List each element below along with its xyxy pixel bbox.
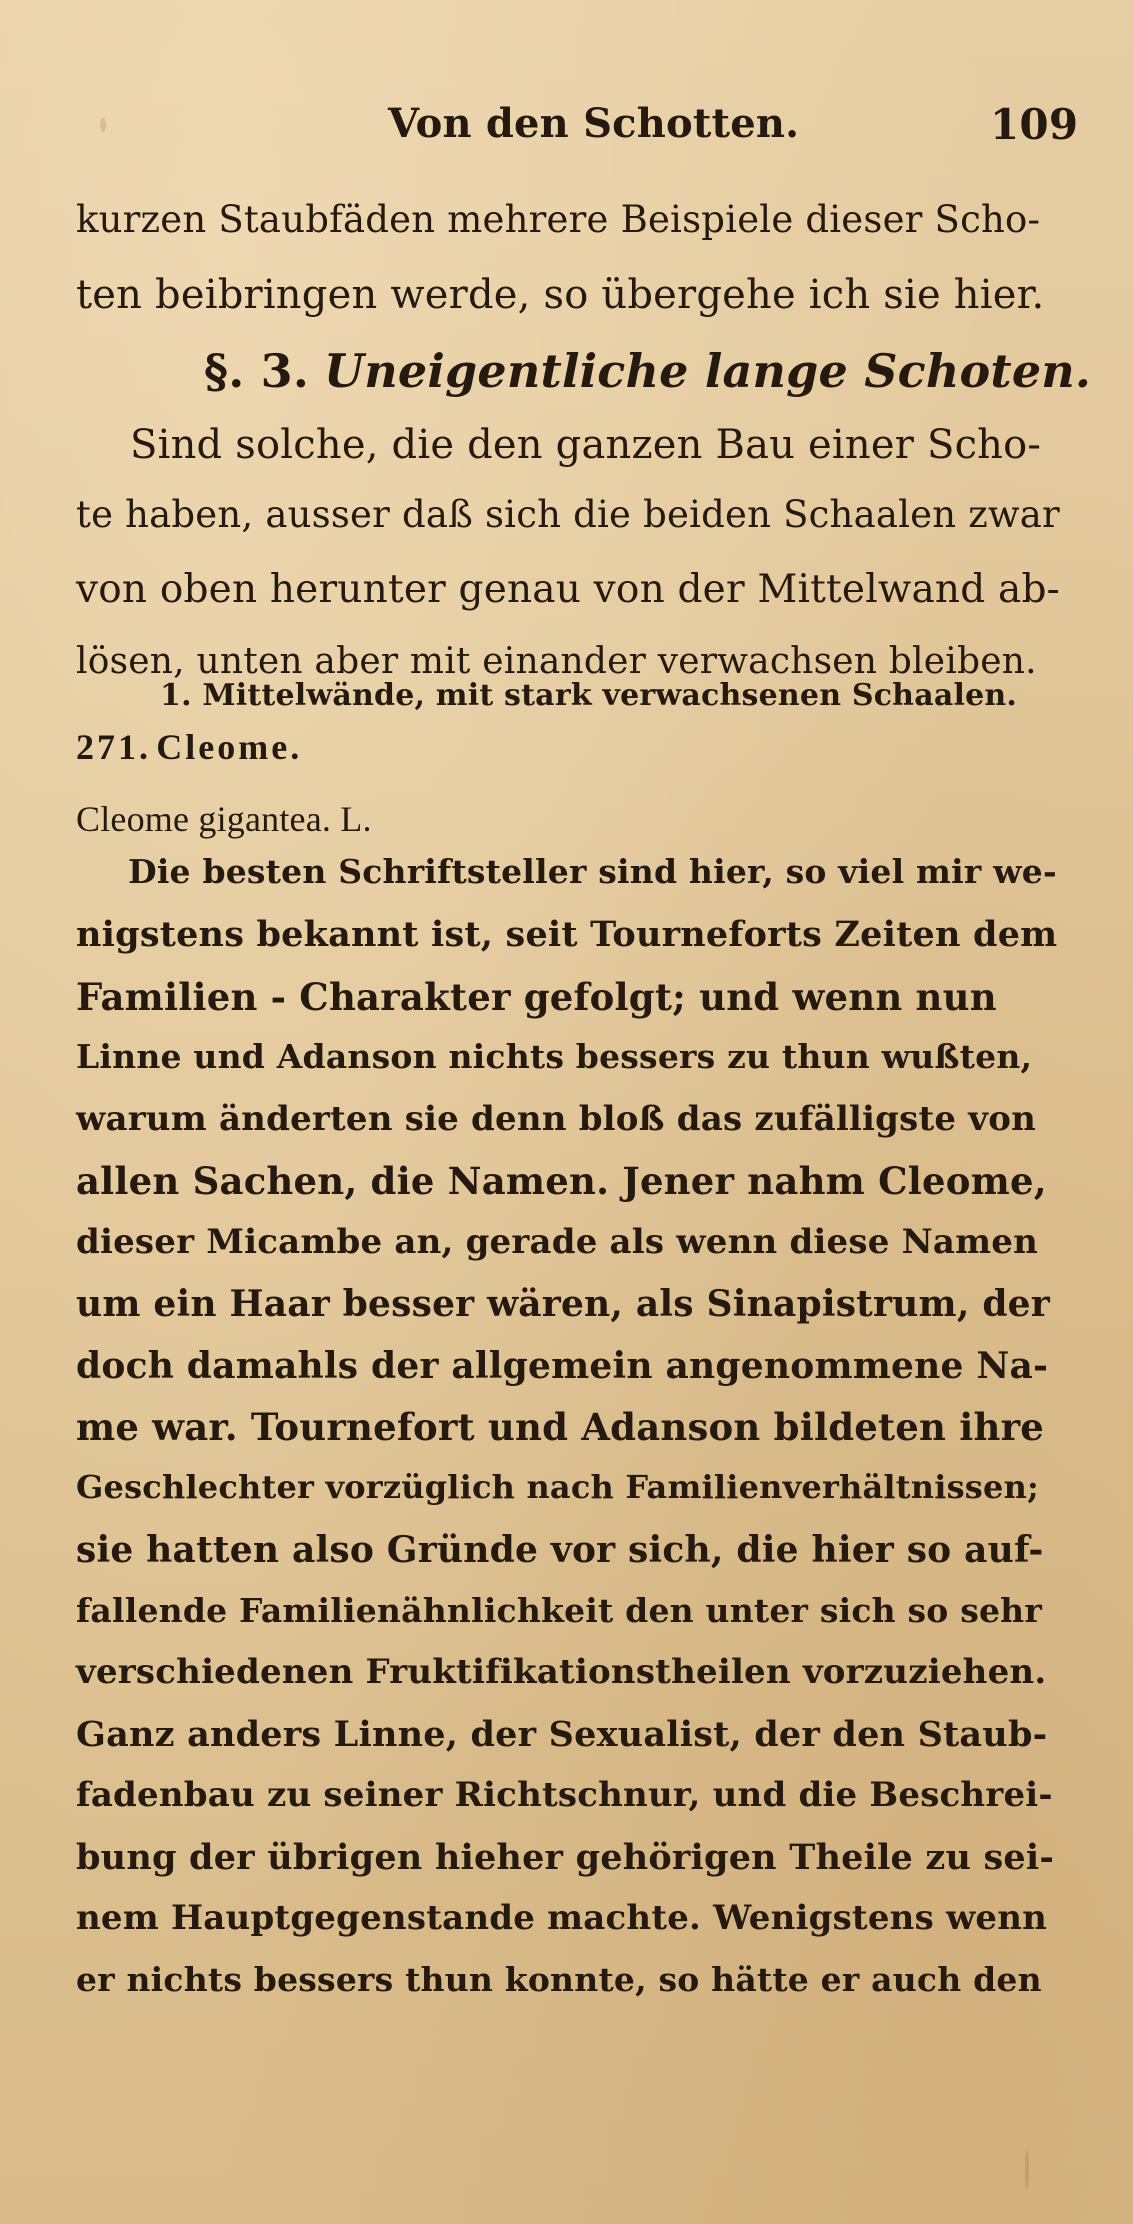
text-line: te haben, ausser daß sich die beiden Schaalen zwar: [76, 493, 1060, 536]
text-line: von oben herunter genau von der Mittelwand ab-: [76, 567, 1060, 612]
paper-stain: [1025, 2150, 1029, 2190]
text-line: sie hatten also Gründe vor sich, die hier so auf-: [76, 1529, 1044, 1571]
text-line: bung der übrigen hieher gehörigen Theile zu sei-: [76, 1837, 1055, 1878]
text-line: um ein Haar besser wären, als Sinapistrum, der: [76, 1283, 1050, 1325]
text-line: Linne und Adanson nichts bessers zu thun wußten,: [76, 1037, 1033, 1076]
paper-stain: [100, 118, 106, 132]
section-heading: [204, 344, 1092, 398]
text-line: warum änderten sie denn bloß das zufälligste von: [76, 1099, 1037, 1139]
text-line: nigstens bekannt ist, seit Tourneforts Zeiten dem: [76, 914, 1058, 955]
text-line: ten beibringen werde, so übergehe ich sie hier.: [76, 272, 1045, 318]
text-line: doch damahls der allgemein angenommene Na-: [76, 1345, 1049, 1387]
text-line: dieser Micambe an, gerade als wenn diese Namen: [76, 1222, 1039, 1262]
text-line: Ganz anders Linne, der Sexualist, der den Staub-: [76, 1714, 1048, 1755]
text-line: me war. Tournefort und Adanson bildeten ihre: [76, 1405, 1045, 1449]
species-name: Cleome gigantea. L.: [76, 799, 372, 839]
text-line: Sind solche, die den ganzen Bau einer Scho-: [130, 422, 1042, 468]
entry-heading: [76, 726, 302, 768]
text-line: er nichts bessers thun konnte, so hätte er auch den: [76, 1960, 1042, 1999]
section-title: Uneigentliche lange Schoten.: [323, 344, 1092, 398]
text-line: Familien - Charakter gefolgt; und wenn nun: [76, 975, 997, 1019]
genus-name: Cleome.: [156, 727, 303, 767]
running-title: Von den Schotten.: [388, 100, 800, 147]
subheading: 1. Mittelwände, mit stark verwachsenen Schaalen.: [160, 678, 1018, 713]
text-line: kurzen Staubfäden mehrere Beispiele dieser Scho-: [76, 198, 1041, 241]
text-line: Geschlechter vorzüglich nach Familienverhältnissen;: [76, 1468, 1040, 1506]
text-line: fadenbau zu seiner Richtschnur, und die Beschrei-: [76, 1775, 1053, 1815]
page-number: 109: [990, 100, 1079, 149]
text-line: verschiedenen Fruktifikationstheilen vorzuziehen.: [76, 1652, 1047, 1692]
text-line: allen Sachen, die Namen. Jener nahm Cleome,: [76, 1159, 1047, 1203]
text-line: fallende Familienähnlichkeit den unter sich so sehr: [76, 1591, 1042, 1630]
text-line: nem Hauptgegenstande machte. Wenigstens wenn: [76, 1898, 1048, 1938]
entry-number: 271.: [76, 727, 151, 767]
section-number: §. 3.: [204, 344, 310, 398]
text-line: Die besten Schriftsteller sind hier, so viel mir we-: [128, 852, 1057, 891]
text-line: lösen, unten aber mit einander verwachsen bleiben.: [76, 641, 1037, 682]
